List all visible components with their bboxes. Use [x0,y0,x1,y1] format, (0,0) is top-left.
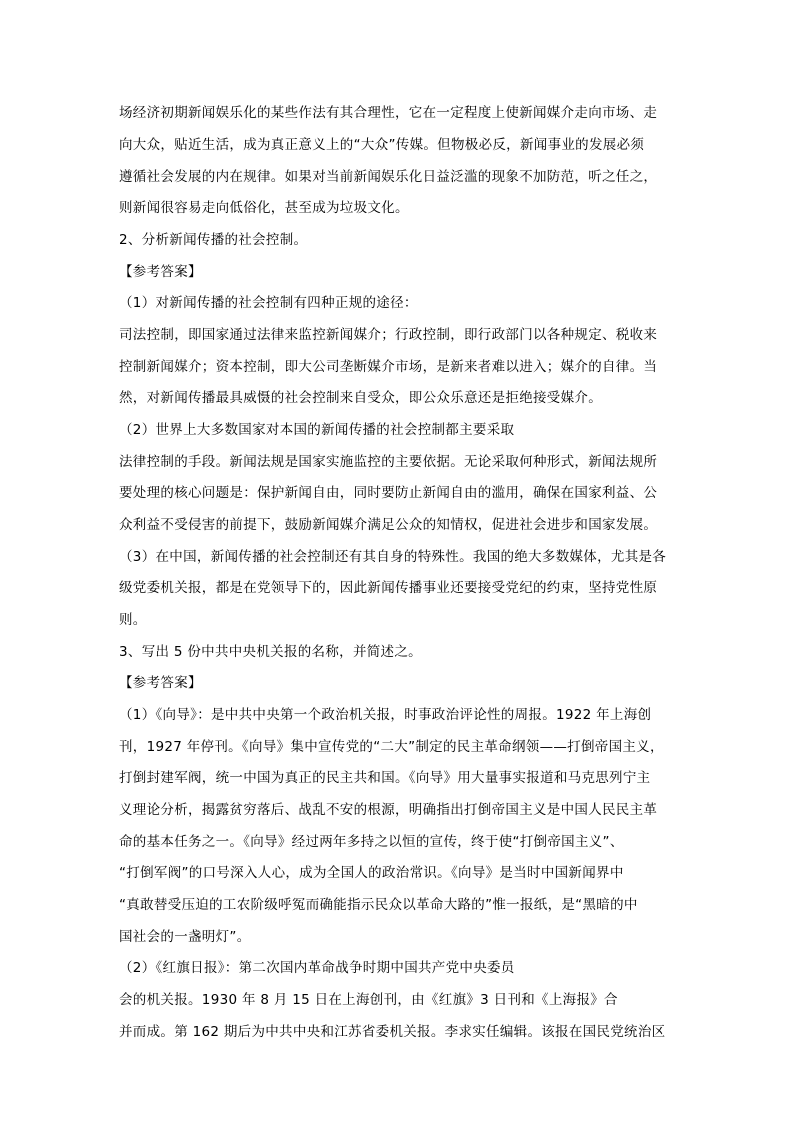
body-text-line: （2）《红旗日报》：第二次国内革命战争时期中国共产党中央委员 [119,960,515,976]
body-text-line: 会的机关报。1930 年 8 月 15 日在上海创刊，由《红旗》3 日刊和《上海报》合 [119,992,618,1008]
body-text-line: 法律控制的手段。新闻法规是国家实施监控的主要依据。无论采取何种形式，新闻法规所 [119,454,658,470]
body-text-line: 刊，1927 年停刊。《向导》集中宣传党的“二大”制定的民主革命纲领——打倒帝国主义， [119,739,664,755]
body-text-line: “真敢替受压迫的工农阶级呼冤而确能指示民众以革命大路的”惟一报纸，是“黑暗的中 [119,897,638,913]
body-text-line: 向大众，贴近生活，成为真正意义上的“大众”传媒。但物极必反，新闻事业的发展必须 [119,137,645,153]
body-text-line: “打倒军阀”的口号深入人心，成为全国人的政治常识。《向导》是当时中国新闻界中 [119,865,624,881]
body-text-line: 控制新闻媒介；资本控制，即大公司垄断媒介市场，是新来者难以进入；媒介的自律。当 [119,359,658,375]
body-text-line: 遵循社会发展的内在规律。如果对当前新闻娱乐化日益泛滥的现象不加防范，听之任之， [119,169,658,185]
body-text-line: （3）在中国，新闻传播的社会控制还有其自身的特殊性。我国的绝大多数媒体，尤其是各 [119,549,667,565]
body-text-line: 义理论分析，揭露贫穷落后、战乱不安的根源，明确指出打倒帝国主义是中国人民民主革 [119,802,658,818]
answer-label: 【参考答案】 [119,675,202,691]
body-text-line: 打倒封建军阀，统一中国为真正的民主共和国。《向导》用大量事实报道和马克思列宁主 [119,770,651,786]
body-text-line: （1）对新闻传播的社会控制有四种正规的途径： [119,295,418,311]
body-text-line: （1）《向导》：是中共中央第一个政治机关报，时事政治评论性的周报。1922 年上海创 [119,707,652,723]
body-text-line: 众利益不受侵害的前提下，鼓励新闻媒介满足公众的知情权，促进社会进步和国家发展。 [119,517,658,533]
body-text-line: 国社会的一盏明灯”。 [119,929,251,945]
body-text-line: 要处理的核心问题是：保护新闻自由，同时要防止新闻自由的滥用，确保在国家利益、公 [119,485,658,501]
body-text-line: 并而成。第 162 期后为中共中央和江苏省委机关报。李求实任编辑。该报在国民党统治区 [119,1024,666,1040]
body-text-line: 场经济初期新闻娱乐化的某些作法有其合理性，它在一定程度上使新闻媒介走向市场、走 [119,105,658,121]
body-text-line: 则新闻很容易走向低俗化，甚至成为垃圾文化。 [119,200,409,216]
body-text-line: 命的基本任务之一。《向导》经过两年多持之以恒的宣传，终于使“打倒帝国主义”、 [119,834,624,850]
body-text-line: 级党委机关报，都是在党领导下的，因此新闻传播事业还要接受党纪的约束，坚持党性原 [119,580,658,596]
answer-label: 【参考答案】 [119,264,202,280]
body-text-line: 则。 [119,612,147,628]
question-heading: 2、分析新闻传播的社会控制。 [119,232,308,248]
body-text-line: （2）世界上大多数国家对本国的新闻传播的社会控制都主要采取 [119,422,515,438]
body-text-line: 然，对新闻传播最具威慑的社会控制来自受众，即公众乐意还是拒绝接受媒介。 [119,390,602,406]
question-heading: 3、写出 5 份中共中央机关报的名称，并简述之。 [119,644,422,660]
body-text-line: 司法控制，即国家通过法律来监控新闻媒介；行政控制，即行政部门以各种规定、税收来 [119,327,658,343]
